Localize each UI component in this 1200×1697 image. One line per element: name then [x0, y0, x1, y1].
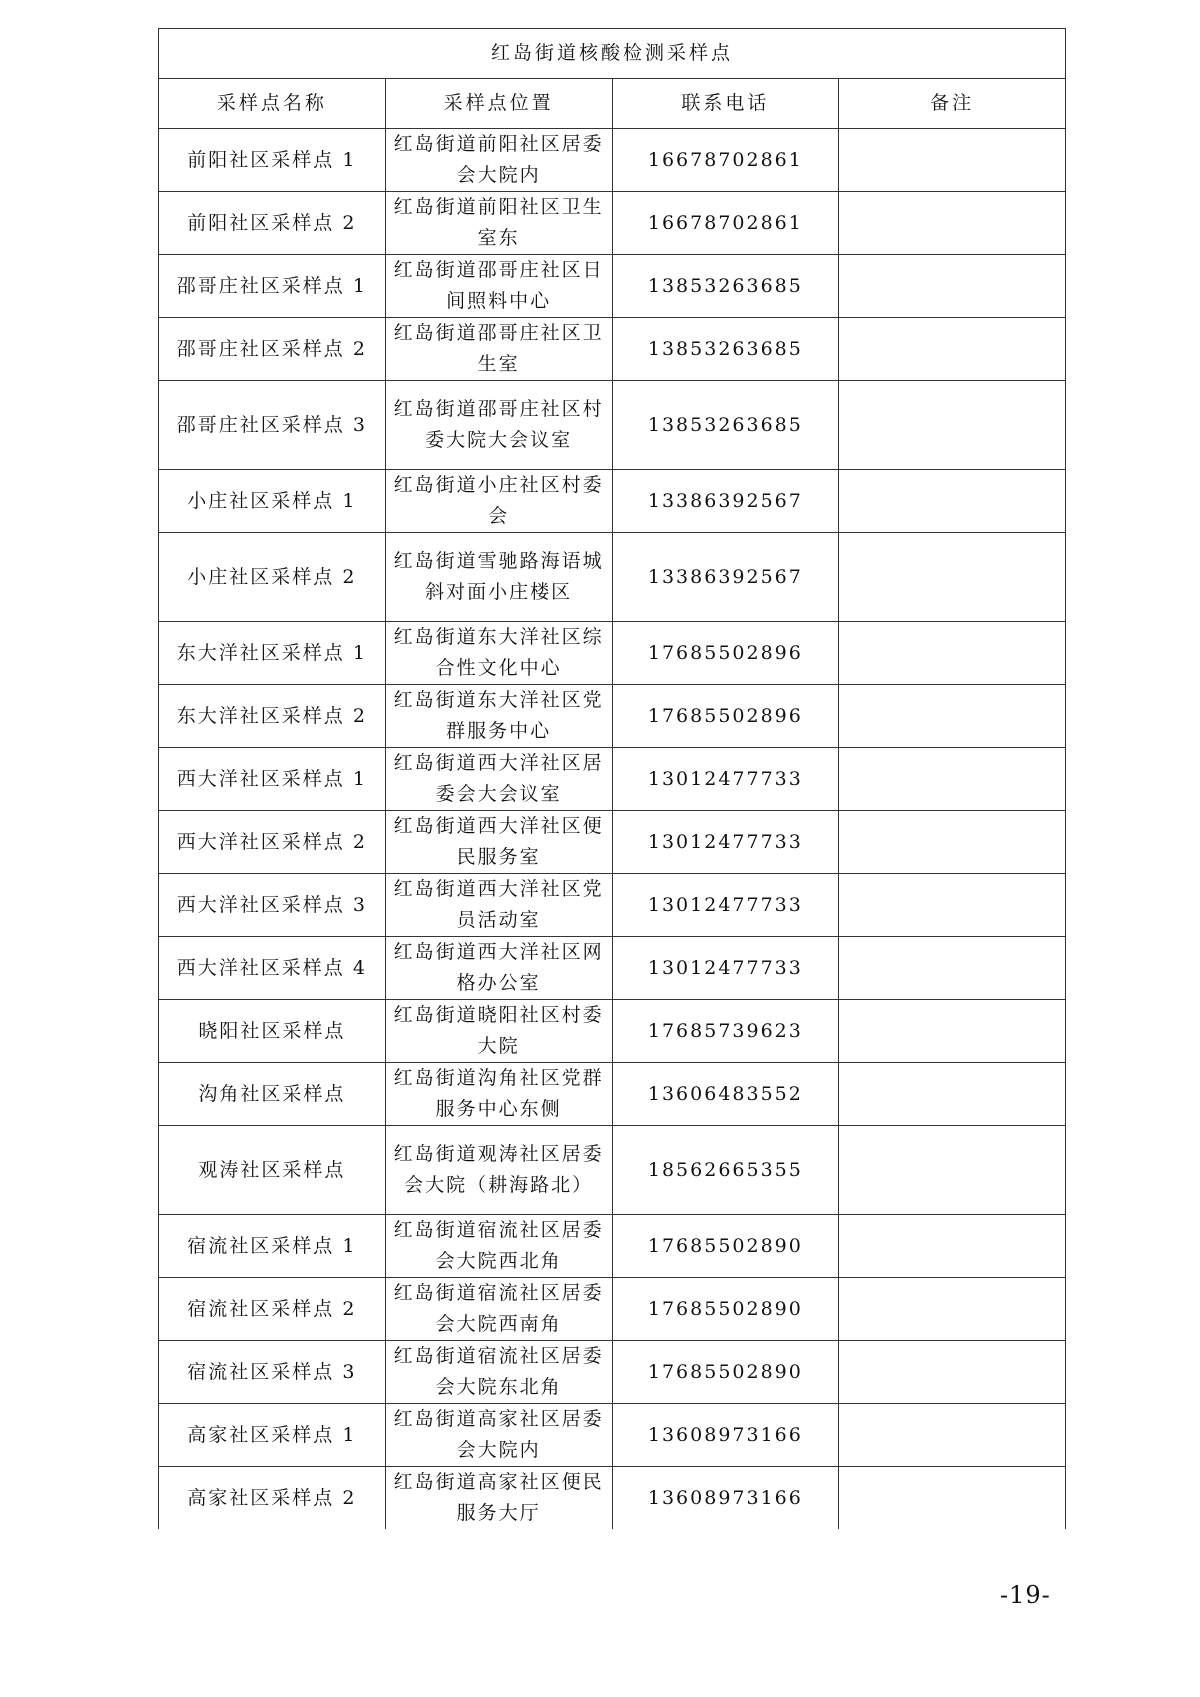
- cell-name: 前阳社区采样点 1: [159, 129, 386, 192]
- cell-name: 西大洋社区采样点 4: [159, 937, 386, 1000]
- cell-phone: 16678702861: [612, 192, 839, 255]
- cell-phone: 16678702861: [612, 129, 839, 192]
- cell-location: 红岛街道沟角社区党群服务中心东侧: [385, 1063, 612, 1126]
- cell-phone: 13012477733: [612, 811, 839, 874]
- cell-note: [839, 748, 1066, 811]
- cell-phone: 13386392567: [612, 533, 839, 622]
- table-row: [159, 748, 1066, 811]
- cell-location: 红岛街道雪驰路海语城斜对面小庄楼区: [385, 533, 612, 622]
- cell-note: [839, 129, 1066, 192]
- cell-name: 小庄社区采样点 2: [159, 533, 386, 622]
- cell-location: 红岛街道宿流社区居委会大院西南角: [385, 1278, 612, 1341]
- cell-location: 红岛街道西大洋社区网格办公室: [385, 937, 612, 1000]
- table-row: [159, 1000, 1066, 1063]
- cell-name: 邵哥庄社区采样点 2: [159, 318, 386, 381]
- cell-location: 红岛街道宿流社区居委会大院东北角: [385, 1341, 612, 1404]
- cell-location: 红岛街道邵哥庄社区卫生室: [385, 318, 612, 381]
- table-row: [159, 937, 1066, 1000]
- cell-name: 小庄社区采样点 1: [159, 470, 386, 533]
- table-row: [159, 622, 1066, 685]
- table-row: [159, 1404, 1066, 1467]
- cell-name: 邵哥庄社区采样点 1: [159, 255, 386, 318]
- table-row: [159, 1126, 1066, 1215]
- table-row: [159, 192, 1066, 255]
- table-row: [159, 685, 1066, 748]
- cell-phone: 13606483552: [612, 1063, 839, 1126]
- cell-phone: 17685502890: [612, 1278, 839, 1341]
- cell-phone: 13853263685: [612, 255, 839, 318]
- table-title-row: [159, 29, 1066, 79]
- header-name: 采样点名称: [159, 79, 386, 129]
- table-row: [159, 811, 1066, 874]
- cell-note: [839, 1404, 1066, 1467]
- cell-name: 观涛社区采样点: [159, 1126, 386, 1215]
- cell-phone: 17685502890: [612, 1341, 839, 1404]
- cell-note: [839, 811, 1066, 874]
- cell-location: 红岛街道小庄社区村委会: [385, 470, 612, 533]
- cell-location: 红岛街道前阳社区居委会大院内: [385, 129, 612, 192]
- cell-phone: 13608973166: [612, 1404, 839, 1467]
- cell-name: 宿流社区采样点 1: [159, 1215, 386, 1278]
- cell-note: [839, 533, 1066, 622]
- cell-phone: 17685739623: [612, 1000, 839, 1063]
- cell-phone: 13012477733: [612, 874, 839, 937]
- cell-name: 西大洋社区采样点 2: [159, 811, 386, 874]
- cell-location: 红岛街道邵哥庄社区日间照料中心: [385, 255, 612, 318]
- cell-note: [839, 937, 1066, 1000]
- table-row: [159, 1341, 1066, 1404]
- cell-note: [839, 874, 1066, 937]
- cell-note: [839, 255, 1066, 318]
- cell-name: 宿流社区采样点 2: [159, 1278, 386, 1341]
- table-row: [159, 381, 1066, 470]
- cell-name: 晓阳社区采样点: [159, 1000, 386, 1063]
- cell-note: [839, 1341, 1066, 1404]
- cell-name: 东大洋社区采样点 2: [159, 685, 386, 748]
- document-page: [158, 28, 1066, 1529]
- cell-phone: 13853263685: [612, 381, 839, 470]
- header-phone: 联系电话: [612, 79, 839, 129]
- table-row: [159, 318, 1066, 381]
- table-row: [159, 1467, 1066, 1530]
- cell-phone: 13012477733: [612, 748, 839, 811]
- cell-note: [839, 381, 1066, 470]
- cell-note: [839, 1000, 1066, 1063]
- cell-location: 红岛街道高家社区居委会大院内: [385, 1404, 612, 1467]
- sampling-points-table: [158, 28, 1066, 1529]
- table-row: [159, 874, 1066, 937]
- table-row: [159, 129, 1066, 192]
- cell-phone: 13012477733: [612, 937, 839, 1000]
- cell-name: 高家社区采样点 2: [159, 1467, 386, 1530]
- cell-location: 红岛街道东大洋社区综合性文化中心: [385, 622, 612, 685]
- cell-phone: 17685502890: [612, 1215, 839, 1278]
- cell-name: 东大洋社区采样点 1: [159, 622, 386, 685]
- cell-name: 高家社区采样点 1: [159, 1404, 386, 1467]
- cell-note: [839, 318, 1066, 381]
- table-title: 红岛街道核酸检测采样点: [159, 29, 1066, 79]
- table-row: [159, 1063, 1066, 1126]
- cell-name: 沟角社区采样点: [159, 1063, 386, 1126]
- cell-name: 前阳社区采样点 2: [159, 192, 386, 255]
- cell-note: [839, 685, 1066, 748]
- cell-location: 红岛街道西大洋社区便民服务室: [385, 811, 612, 874]
- cell-phone: 13853263685: [612, 318, 839, 381]
- table-row: [159, 255, 1066, 318]
- cell-location: 红岛街道前阳社区卫生室东: [385, 192, 612, 255]
- cell-location: 红岛街道邵哥庄社区村委大院大会议室: [385, 381, 612, 470]
- cell-phone: 13386392567: [612, 470, 839, 533]
- cell-note: [839, 470, 1066, 533]
- cell-location: 红岛街道观涛社区居委会大院（耕海路北）: [385, 1126, 612, 1215]
- table-header-row: [159, 79, 1066, 129]
- cell-phone: 17685502896: [612, 622, 839, 685]
- table-row: [159, 1278, 1066, 1341]
- cell-phone: 18562665355: [612, 1126, 839, 1215]
- cell-note: [839, 1063, 1066, 1126]
- cell-location: 红岛街道晓阳社区村委大院: [385, 1000, 612, 1063]
- cell-note: [839, 1126, 1066, 1215]
- header-location: 采样点位置: [385, 79, 612, 129]
- cell-location: 红岛街道东大洋社区党群服务中心: [385, 685, 612, 748]
- table-row: [159, 1215, 1066, 1278]
- cell-location: 红岛街道高家社区便民服务大厅: [385, 1467, 612, 1530]
- page-number: -19-: [1000, 1581, 1051, 1609]
- cell-name: 西大洋社区采样点 1: [159, 748, 386, 811]
- cell-note: [839, 1215, 1066, 1278]
- cell-note: [839, 622, 1066, 685]
- table-body: [159, 129, 1066, 1530]
- cell-phone: 13608973166: [612, 1467, 839, 1530]
- cell-note: [839, 192, 1066, 255]
- table-row: [159, 470, 1066, 533]
- cell-name: 邵哥庄社区采样点 3: [159, 381, 386, 470]
- table-row: [159, 533, 1066, 622]
- cell-location: 红岛街道宿流社区居委会大院西北角: [385, 1215, 612, 1278]
- cell-location: 红岛街道西大洋社区党员活动室: [385, 874, 612, 937]
- cell-name: 西大洋社区采样点 3: [159, 874, 386, 937]
- cell-name: 宿流社区采样点 3: [159, 1341, 386, 1404]
- cell-note: [839, 1278, 1066, 1341]
- cell-note: [839, 1467, 1066, 1530]
- header-note: 备注: [839, 79, 1066, 129]
- cell-location: 红岛街道西大洋社区居委会大会议室: [385, 748, 612, 811]
- cell-phone: 17685502896: [612, 685, 839, 748]
